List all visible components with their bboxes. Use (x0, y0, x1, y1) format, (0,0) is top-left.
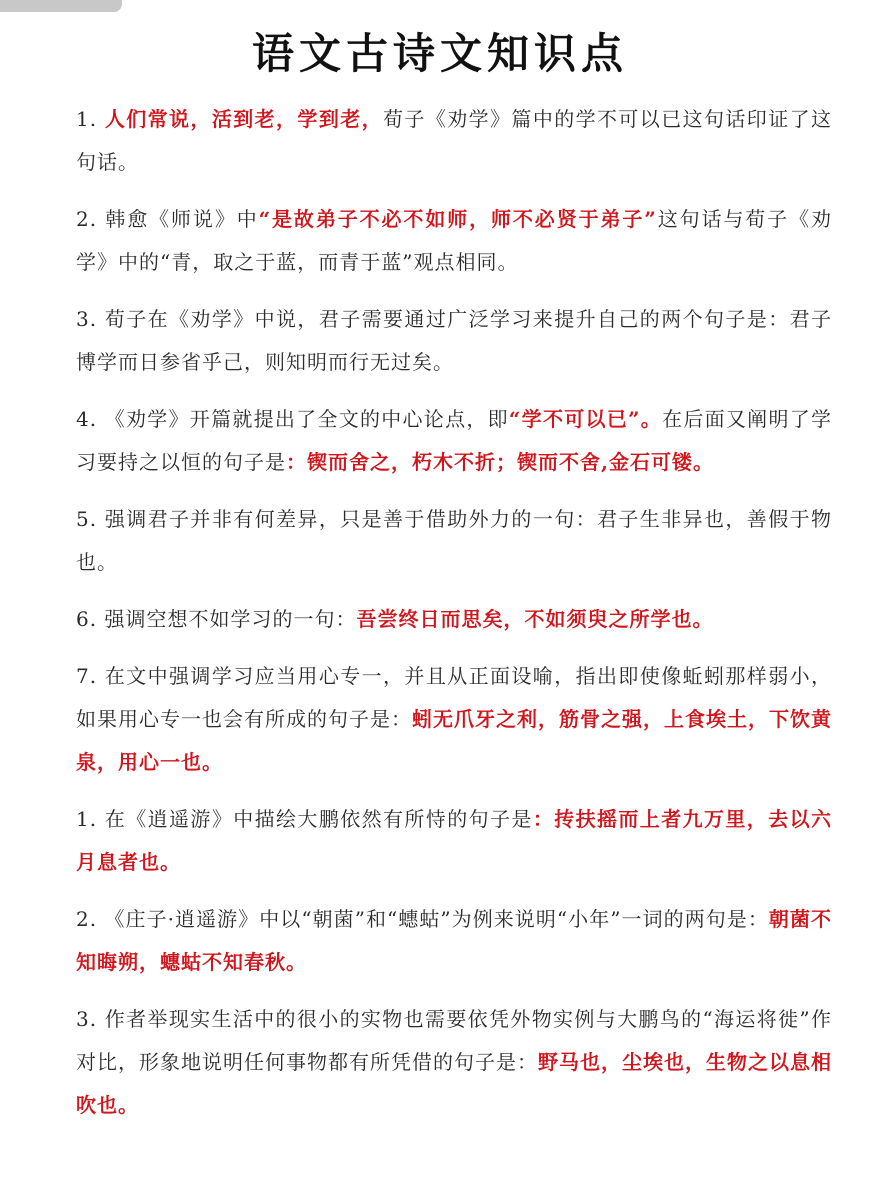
page-title: 语文古诗文知识点 (251, 29, 628, 78)
knowledge-item (76, 398, 832, 484)
knowledge-item (76, 998, 832, 1127)
highlighted-text: 野马也，尘埃也，生物之以息相吹也。 (76, 1050, 832, 1117)
knowledge-item (76, 298, 832, 384)
highlighted-text: 蚓无爪牙之利，筋骨之强，上食埃土，下饮黄泉，用心一也。 (76, 707, 832, 774)
body-text: 1. 在《逍遥游》中描绘大鹏依然有所恃的句子是 (76, 807, 533, 831)
body-text: 2. 《庄子·逍遥游》中以“朝菌”和“蟪蛄”为例来说明“小年”一词的两句是： (76, 907, 769, 931)
highlighted-text: 吾尝终日而思矣，不如须臾之所学也。 (356, 607, 714, 631)
knowledge-item (76, 798, 832, 884)
corner-tab (0, 0, 122, 12)
knowledge-list (76, 98, 832, 1141)
body-text: 2. 韩愈《师说》中 (76, 207, 259, 231)
body-text: 1. (76, 107, 105, 131)
highlighted-text: ：锲而舍之，朽木不折；锲而不舍,金石可镂。 (286, 450, 714, 474)
body-text: 在后面又阐明了学习要持之以恒的句子是 (76, 407, 832, 474)
highlighted-text: “是故弟子不必不如师，师不必贤于弟子” (258, 207, 657, 231)
knowledge-item (76, 98, 832, 184)
body-text: 4. 《劝学》开篇就提出了全文的中心论点，即 (76, 407, 509, 431)
body-text: 7. 在文中强调学习应当用心专一，并且从正面设喻，指出即使像蚯蚓那样弱小，如果用心专一也会有所成的句子是： (76, 664, 832, 731)
knowledge-item (76, 198, 832, 284)
body-text: 3. 荀子在《劝学》中说，君子需要通过广泛学习来提升自己的两个句子是：君子博学而日参省乎己，则知明而行无过矣。 (76, 307, 832, 374)
highlighted-text: 人们常说，活到老，学到老， (104, 107, 384, 131)
body-text: 荀子《劝学》篇中的学不可以已这句话印证了这句话。 (76, 107, 832, 174)
body-text: 5. 强调君子并非有何差异，只是善于借助外力的一句：君子生非异也，善假于物也。 (76, 507, 832, 574)
body-text: 这句话与荀子《劝学》中的“青，取之于蓝，而青于蓝”观点相同。 (76, 207, 832, 274)
highlighted-text: 朝菌不知晦朔，蟪蛄不知春秋。 (76, 907, 832, 974)
body-text: 3. 作者举现实生活中的很小的实物也需要依凭外物实例与大鹏鸟的“海运将徙”作对比，形象地说明任何事物都有所凭借的句子是： (76, 1007, 832, 1074)
highlighted-text: ：抟扶摇而上者九万里，去以六月息者也。 (76, 807, 832, 874)
knowledge-item (76, 898, 832, 984)
knowledge-item (76, 498, 832, 584)
highlighted-text: “学不可以已”。 (508, 407, 663, 431)
body-text: 6. 强调空想不如学习的一句： (76, 607, 357, 631)
knowledge-item (76, 598, 832, 641)
knowledge-item (76, 655, 832, 784)
